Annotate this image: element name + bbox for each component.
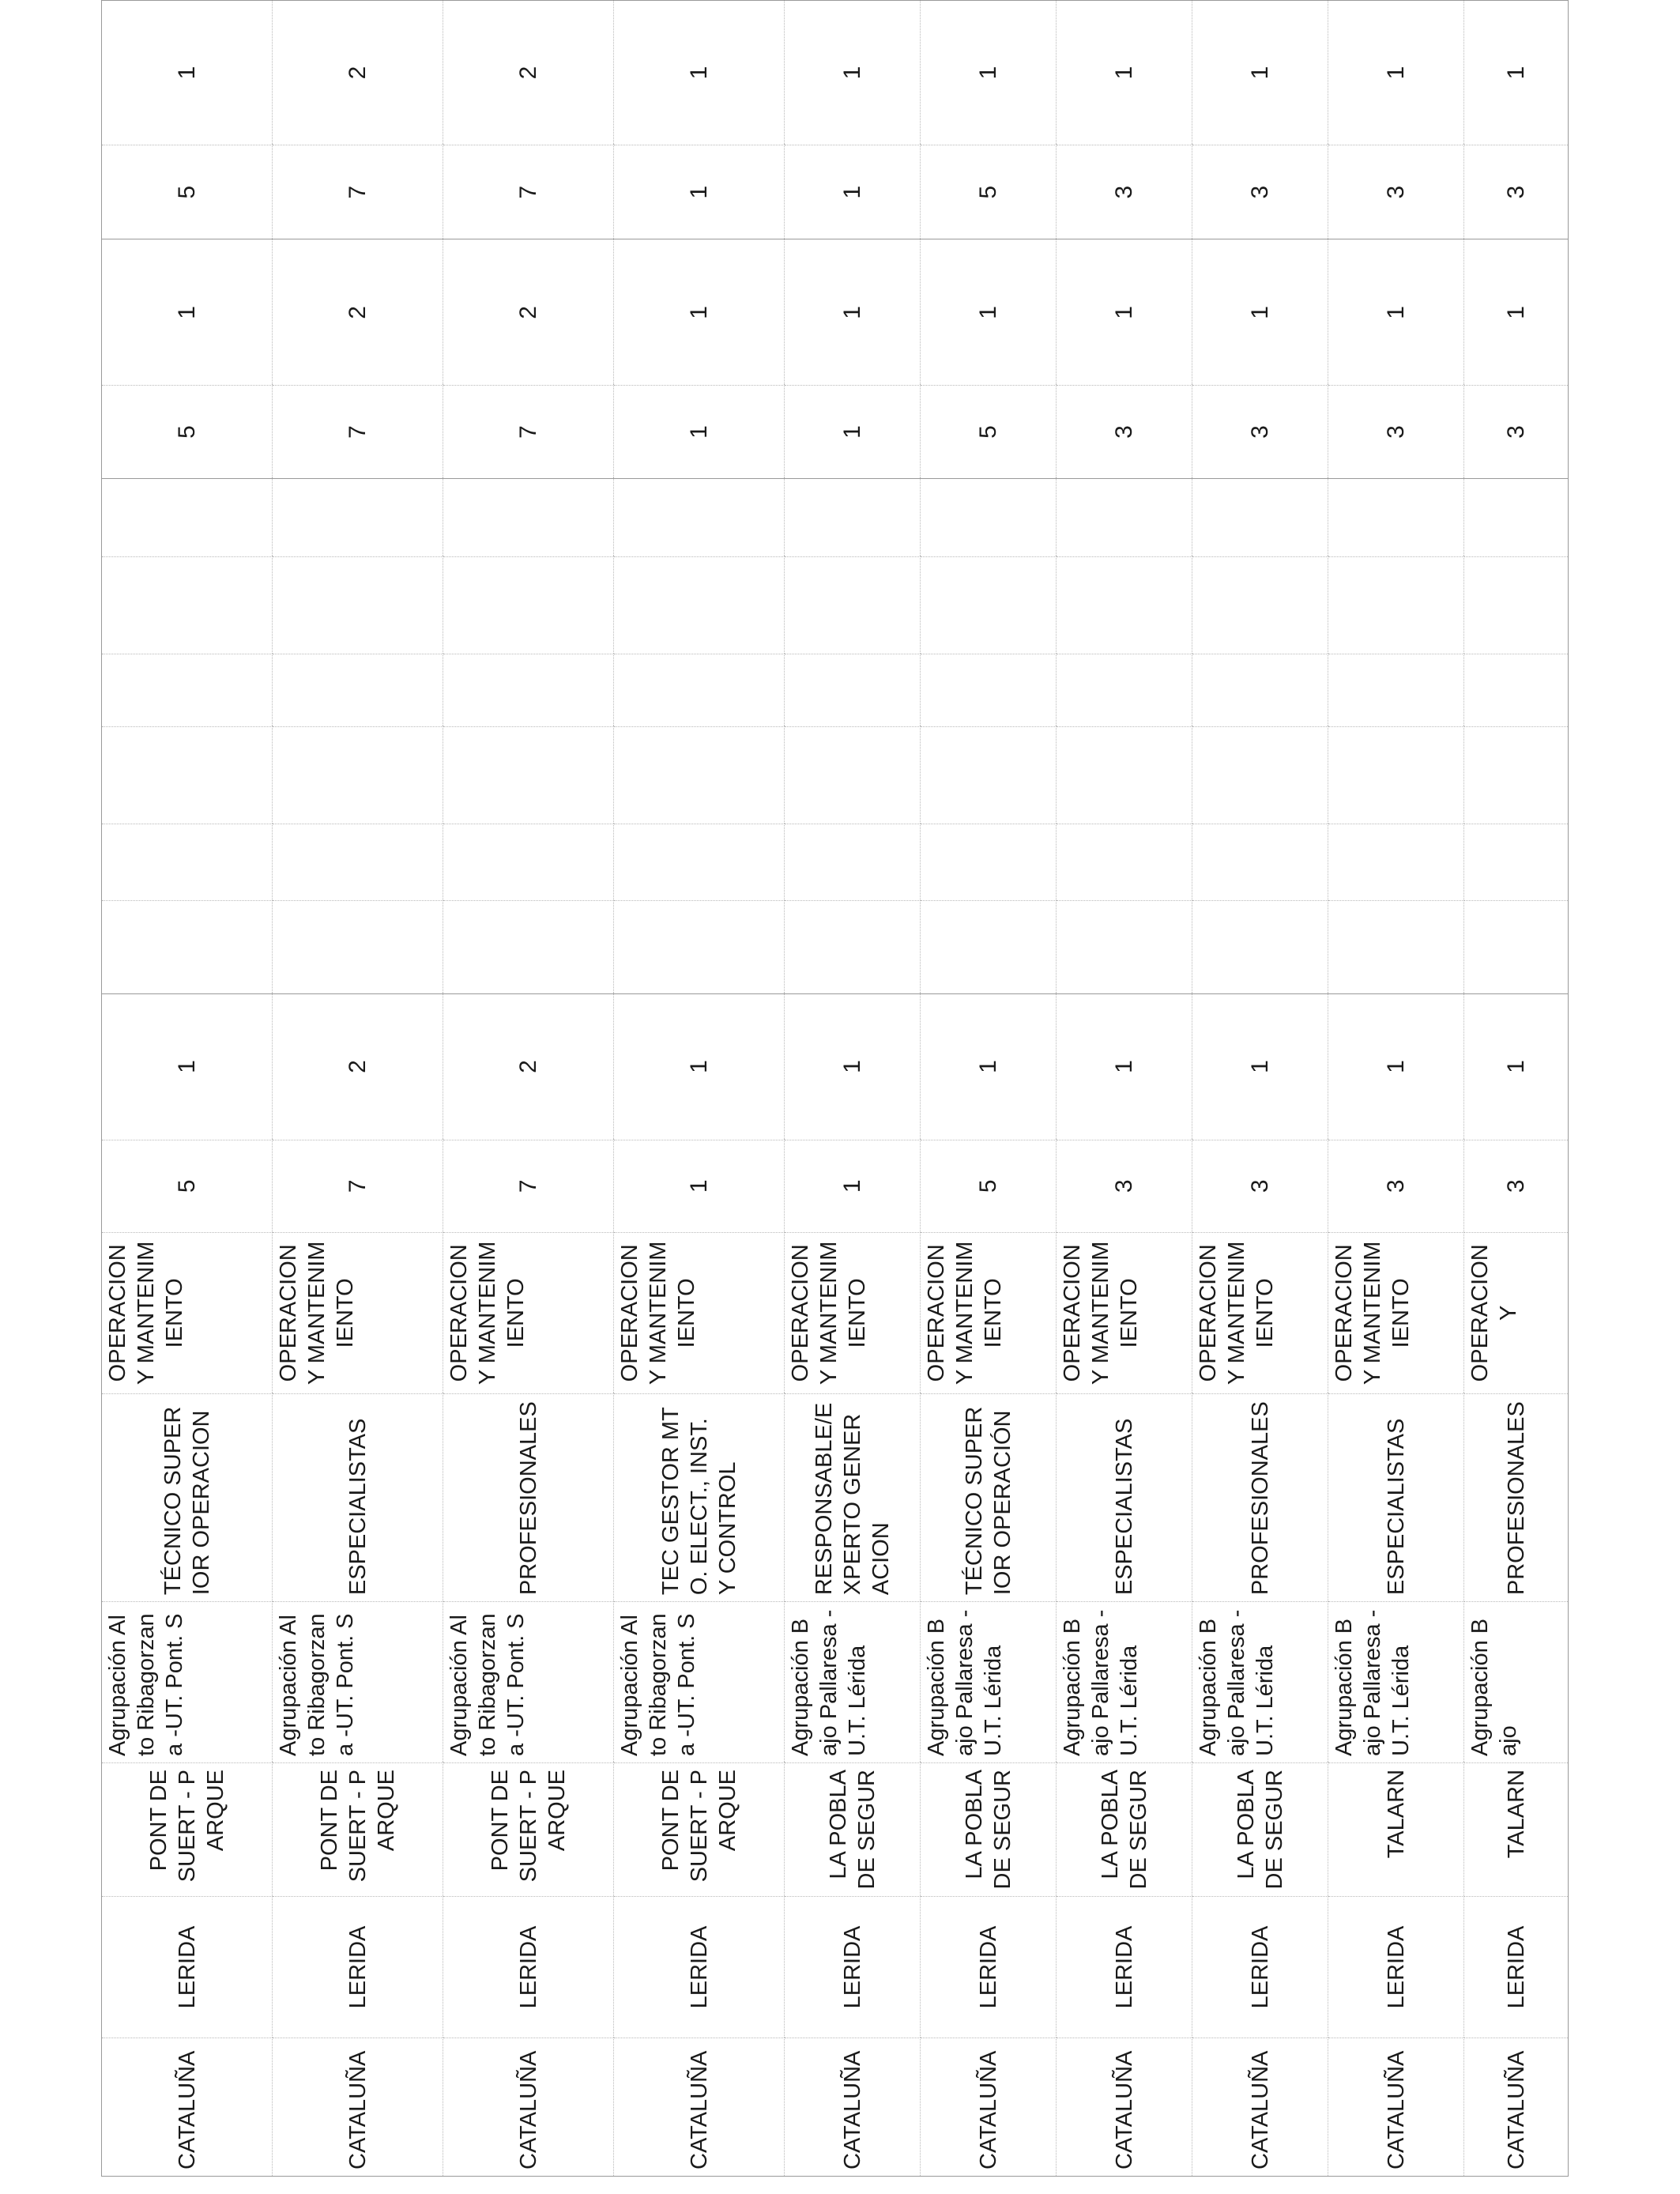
table-row bbox=[614, 1, 785, 2177]
cell-provincia: LERIDA bbox=[273, 1897, 443, 2038]
cell-agrupacion: Agrupación Bajo Pallaresa - U.T. Lérida bbox=[785, 1602, 921, 1763]
cell-value: 1 bbox=[785, 239, 921, 386]
cell-empty bbox=[1464, 901, 1569, 993]
cell-empty bbox=[1464, 824, 1569, 900]
cell-empty bbox=[1057, 478, 1192, 556]
cell-empty bbox=[273, 478, 443, 556]
cell-empty bbox=[443, 824, 614, 900]
cell-empty bbox=[443, 557, 614, 654]
cell-empty bbox=[1192, 478, 1328, 556]
table-row bbox=[1192, 1, 1328, 2177]
cell-value: 3 bbox=[1464, 1140, 1569, 1232]
cell-value: 3 bbox=[1192, 145, 1328, 239]
cell-empty bbox=[1464, 557, 1569, 654]
cell-value: 1 bbox=[1192, 1, 1328, 145]
cell-area: OPERACION Y MANTENIMIENTO bbox=[102, 1232, 273, 1393]
cell-empty bbox=[443, 901, 614, 993]
cell-empty bbox=[1057, 654, 1192, 726]
cell-empty bbox=[1057, 557, 1192, 654]
cell-area: OPERACION Y MANTENIMIENTO bbox=[1057, 1232, 1192, 1393]
cell-comunidad: CATALUÑA bbox=[1057, 2038, 1192, 2177]
cell-empty bbox=[443, 654, 614, 726]
cell-empty bbox=[614, 901, 785, 993]
cell-empty bbox=[1328, 557, 1464, 654]
cell-provincia: LERIDA bbox=[1057, 1897, 1192, 2038]
cell-localidad: TALARN bbox=[1464, 1762, 1569, 1896]
cell-value: 7 bbox=[443, 145, 614, 239]
staff-table bbox=[101, 0, 1569, 2177]
cell-empty bbox=[1192, 901, 1328, 993]
cell-empty bbox=[614, 654, 785, 726]
cell-value: 1 bbox=[614, 386, 785, 478]
cell-value: 7 bbox=[273, 145, 443, 239]
table-row bbox=[273, 1, 443, 2177]
cell-value: 1 bbox=[614, 993, 785, 1140]
cell-empty bbox=[1057, 824, 1192, 900]
cell-empty bbox=[273, 901, 443, 993]
cell-area: OPERACION Y MANTENIMIENTO bbox=[1192, 1232, 1328, 1393]
cell-value: 1 bbox=[1192, 993, 1328, 1140]
cell-agrupacion: Agrupación Alto Ribagorzana -UT. Pont. S bbox=[614, 1602, 785, 1763]
cell-categoria: TÉCNICO SUPERIOR OPERACIÓN bbox=[921, 1393, 1057, 1601]
cell-comunidad: CATALUÑA bbox=[102, 2038, 273, 2177]
cell-empty bbox=[1192, 654, 1328, 726]
cell-categoria: PROFESIONALES bbox=[1192, 1393, 1328, 1601]
cell-empty bbox=[443, 726, 614, 824]
cell-value: 1 bbox=[785, 993, 921, 1140]
cell-empty bbox=[1328, 824, 1464, 900]
cell-comunidad: CATALUÑA bbox=[1328, 2038, 1464, 2177]
cell-value: 2 bbox=[443, 239, 614, 386]
cell-empty bbox=[1328, 901, 1464, 993]
cell-empty bbox=[614, 478, 785, 556]
cell-localidad: LA POBLA DE SEGUR bbox=[1192, 1762, 1328, 1896]
cell-value: 1 bbox=[614, 1, 785, 145]
cell-value: 1 bbox=[1057, 993, 1192, 1140]
cell-value: 1 bbox=[785, 145, 921, 239]
cell-empty bbox=[1464, 478, 1569, 556]
cell-empty bbox=[273, 726, 443, 824]
cell-value: 1 bbox=[1328, 1, 1464, 145]
cell-categoria: PROFESIONALES bbox=[1464, 1393, 1569, 1601]
cell-empty bbox=[443, 478, 614, 556]
cell-comunidad: CATALUÑA bbox=[1192, 2038, 1328, 2177]
cell-categoria: TEC GESTOR MTO. ELECT., INST. Y CONTROL bbox=[614, 1393, 785, 1601]
cell-empty bbox=[614, 726, 785, 824]
cell-localidad: PONT DE SUERT - PARQUE bbox=[102, 1762, 273, 1896]
cell-value: 2 bbox=[273, 993, 443, 1140]
cell-localidad: PONT DE SUERT - PARQUE bbox=[273, 1762, 443, 1896]
cell-categoria: ESPECIALISTAS bbox=[273, 1393, 443, 1601]
cell-value: 1 bbox=[1057, 1, 1192, 145]
cell-provincia: LERIDA bbox=[785, 1897, 921, 2038]
cell-comunidad: CATALUÑA bbox=[785, 2038, 921, 2177]
cell-categoria: RESPONSABLE/EXPERTO GENERACION bbox=[785, 1393, 921, 1601]
cell-agrupacion: Agrupación Bajo Pallaresa - U.T. Lérida bbox=[1328, 1602, 1464, 1763]
cell-categoria: ESPECIALISTAS bbox=[1057, 1393, 1192, 1601]
cell-empty bbox=[785, 478, 921, 556]
cell-area: OPERACION Y MANTENIMIENTO bbox=[1328, 1232, 1464, 1393]
table-row bbox=[443, 1, 614, 2177]
cell-value: 5 bbox=[921, 145, 1057, 239]
cell-value: 7 bbox=[443, 386, 614, 478]
cell-empty bbox=[921, 726, 1057, 824]
cell-value: 1 bbox=[1057, 239, 1192, 386]
cell-empty bbox=[1328, 726, 1464, 824]
cell-empty bbox=[102, 901, 273, 993]
cell-agrupacion: Agrupación Alto Ribagorzana -UT. Pont. S bbox=[443, 1602, 614, 1763]
cell-provincia: LERIDA bbox=[1328, 1897, 1464, 2038]
cell-empty bbox=[1057, 726, 1192, 824]
cell-empty bbox=[1328, 654, 1464, 726]
cell-agrupacion: Agrupación Alto Ribagorzana -UT. Pont. S bbox=[273, 1602, 443, 1763]
cell-value: 3 bbox=[1464, 386, 1569, 478]
cell-empty bbox=[102, 557, 273, 654]
cell-value: 1 bbox=[614, 145, 785, 239]
cell-value: 1 bbox=[102, 239, 273, 386]
cell-area: OPERACION Y MANTENIMIENTO bbox=[785, 1232, 921, 1393]
cell-agrupacion: Agrupación Bajo Pallaresa - U.T. Lérida bbox=[921, 1602, 1057, 1763]
cell-value: 7 bbox=[273, 386, 443, 478]
cell-agrupacion: Agrupación Bajo Pallaresa - U.T. Lérida bbox=[1057, 1602, 1192, 1763]
cell-value: 2 bbox=[273, 1, 443, 145]
table-body bbox=[102, 1, 1569, 2177]
cell-value: 1 bbox=[785, 1, 921, 145]
cell-empty bbox=[785, 824, 921, 900]
cell-value: 3 bbox=[1328, 1140, 1464, 1232]
cell-value: 7 bbox=[443, 1140, 614, 1232]
cell-value: 3 bbox=[1192, 386, 1328, 478]
cell-empty bbox=[785, 557, 921, 654]
cell-empty bbox=[921, 557, 1057, 654]
cell-value: 5 bbox=[102, 145, 273, 239]
cell-comunidad: CATALUÑA bbox=[273, 2038, 443, 2177]
cell-empty bbox=[1057, 901, 1192, 993]
cell-comunidad: CATALUÑA bbox=[443, 2038, 614, 2177]
cell-categoria: ESPECIALISTAS bbox=[1328, 1393, 1464, 1601]
cell-empty bbox=[921, 478, 1057, 556]
cell-value: 7 bbox=[273, 1140, 443, 1232]
cell-value: 1 bbox=[921, 1, 1057, 145]
cell-empty bbox=[102, 654, 273, 726]
cell-provincia: LERIDA bbox=[1464, 1897, 1569, 2038]
cell-provincia: LERIDA bbox=[1192, 1897, 1328, 2038]
cell-value: 2 bbox=[443, 1, 614, 145]
cell-comunidad: CATALUÑA bbox=[921, 2038, 1057, 2177]
cell-value: 1 bbox=[102, 1, 273, 145]
cell-localidad: LA POBLA DE SEGUR bbox=[785, 1762, 921, 1896]
cell-value: 3 bbox=[1328, 386, 1464, 478]
cell-value: 2 bbox=[443, 993, 614, 1140]
cell-empty bbox=[1464, 726, 1569, 824]
cell-empty bbox=[1328, 478, 1464, 556]
cell-empty bbox=[102, 824, 273, 900]
table-row bbox=[102, 1, 273, 2177]
cell-localidad: PONT DE SUERT - PARQUE bbox=[443, 1762, 614, 1896]
cell-localidad: LA POBLA DE SEGUR bbox=[1057, 1762, 1192, 1896]
cell-value: 3 bbox=[1057, 1140, 1192, 1232]
cell-agrupacion: Agrupación Bajo bbox=[1464, 1602, 1569, 1763]
cell-value: 3 bbox=[1057, 145, 1192, 239]
cell-comunidad: CATALUÑA bbox=[1464, 2038, 1569, 2177]
cell-empty bbox=[614, 824, 785, 900]
table-row bbox=[1057, 1, 1192, 2177]
cell-value: 3 bbox=[1328, 145, 1464, 239]
cell-localidad: TALARN bbox=[1328, 1762, 1464, 1896]
cell-value: 5 bbox=[921, 1140, 1057, 1232]
cell-empty bbox=[921, 654, 1057, 726]
table-row bbox=[785, 1, 921, 2177]
cell-value: 5 bbox=[921, 386, 1057, 478]
cell-empty bbox=[273, 824, 443, 900]
cell-empty bbox=[785, 654, 921, 726]
cell-empty bbox=[921, 901, 1057, 993]
cell-empty bbox=[273, 654, 443, 726]
cell-agrupacion: Agrupación Alto Ribagorzana -UT. Pont. S bbox=[102, 1602, 273, 1763]
cell-empty bbox=[1464, 654, 1569, 726]
cell-value: 1 bbox=[785, 1140, 921, 1232]
cell-empty bbox=[785, 901, 921, 993]
cell-empty bbox=[921, 824, 1057, 900]
cell-value: 5 bbox=[102, 1140, 273, 1232]
cell-value: 1 bbox=[614, 1140, 785, 1232]
cell-provincia: LERIDA bbox=[921, 1897, 1057, 2038]
cell-value: 3 bbox=[1464, 145, 1569, 239]
cell-area: OPERACION Y bbox=[1464, 1232, 1569, 1393]
cell-empty bbox=[102, 478, 273, 556]
cell-value: 2 bbox=[273, 239, 443, 386]
cell-agrupacion: Agrupación Bajo Pallaresa - U.T. Lérida bbox=[1192, 1602, 1328, 1763]
cell-categoria: TÉCNICO SUPERIOR OPERACION bbox=[102, 1393, 273, 1601]
cell-empty bbox=[785, 726, 921, 824]
cell-value: 3 bbox=[1192, 1140, 1328, 1232]
cell-value: 1 bbox=[1464, 1, 1569, 145]
cell-value: 1 bbox=[1464, 993, 1569, 1140]
cell-area: OPERACION Y MANTENIMIENTO bbox=[921, 1232, 1057, 1393]
cell-area: OPERACION Y MANTENIMIENTO bbox=[273, 1232, 443, 1393]
cell-empty bbox=[1192, 824, 1328, 900]
cell-value: 1 bbox=[921, 239, 1057, 386]
cell-comunidad: CATALUÑA bbox=[614, 2038, 785, 2177]
cell-value: 1 bbox=[1192, 239, 1328, 386]
cell-empty bbox=[102, 726, 273, 824]
cell-value: 1 bbox=[1464, 239, 1569, 386]
cell-localidad: LA POBLA DE SEGUR bbox=[921, 1762, 1057, 1896]
cell-area: OPERACION Y MANTENIMIENTO bbox=[443, 1232, 614, 1393]
cell-value: 1 bbox=[614, 239, 785, 386]
table-row bbox=[1464, 1, 1569, 2177]
cell-provincia: LERIDA bbox=[443, 1897, 614, 2038]
cell-empty bbox=[1192, 557, 1328, 654]
cell-localidad: PONT DE SUERT - PARQUE bbox=[614, 1762, 785, 1896]
cell-empty bbox=[1192, 726, 1328, 824]
table-row bbox=[921, 1, 1057, 2177]
cell-empty bbox=[614, 557, 785, 654]
cell-categoria: PROFESIONALES bbox=[443, 1393, 614, 1601]
cell-value: 3 bbox=[1057, 386, 1192, 478]
cell-empty bbox=[273, 557, 443, 654]
cell-value: 1 bbox=[102, 993, 273, 1140]
cell-value: 1 bbox=[1328, 239, 1464, 386]
cell-area: OPERACION Y MANTENIMIENTO bbox=[614, 1232, 785, 1393]
table-row bbox=[1328, 1, 1464, 2177]
cell-value: 1 bbox=[921, 993, 1057, 1140]
cell-value: 5 bbox=[102, 386, 273, 478]
cell-provincia: LERIDA bbox=[102, 1897, 273, 2038]
cell-value: 1 bbox=[785, 386, 921, 478]
cell-provincia: LERIDA bbox=[614, 1897, 785, 2038]
cell-value: 1 bbox=[1328, 993, 1464, 1140]
